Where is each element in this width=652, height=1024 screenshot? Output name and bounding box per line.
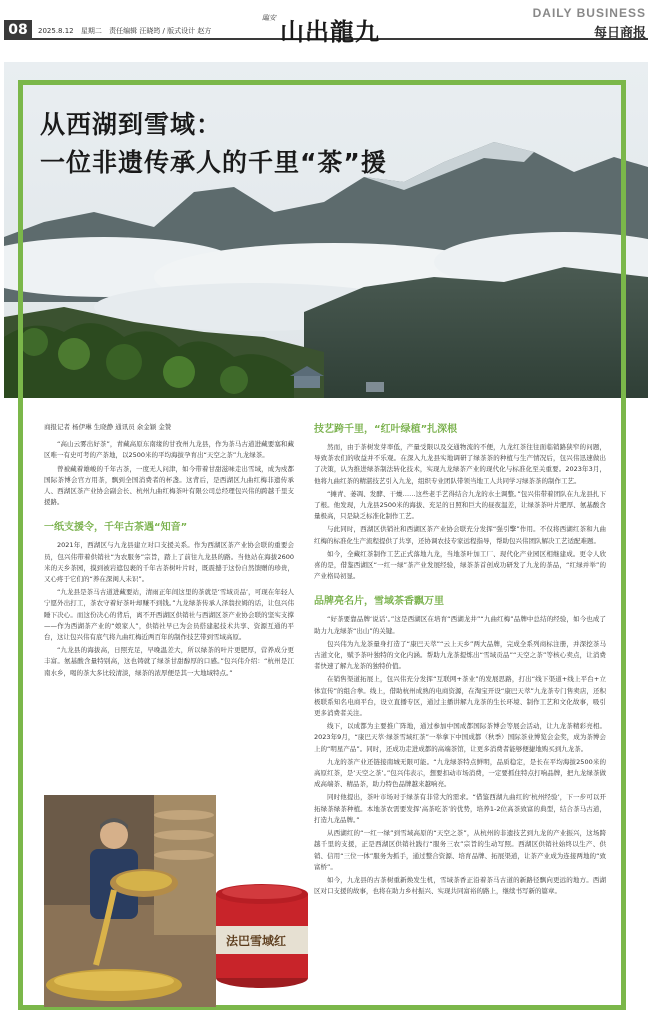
product-label: 法巴雪域红	[226, 934, 287, 948]
masthead-en: DAILY BUSINESS	[532, 6, 646, 20]
body-paragraph: 从西湖红的“一红一绿”到雪域高原的“天空之茶”，从杭州的非遗技艺到九龙的产业振兴，这场跨越千里的支援，正是西湖区供销社践行“服务三农”宗旨的生动写照。西湖区供销社始终以生产、供销、信用“三位一体”服务为抓手，通过整合资源、培育品牌、拓展渠道，让茶产业成为连接两地的“致富桥”。	[314, 829, 606, 871]
body-paragraph: 包兴伟为九龙茶量身打造了“康巴天萃”“云上天乡”两大品牌，完成全系列商标注册，并深挖茶马古道文化，赋予茶叶独特的文化内涵。帮助九龙茶提炼出“雪域贡品”“天空之茶”等核心卖点，让消费者快速了解九龙茶的独特价值。	[314, 639, 606, 671]
byline: 商报记者 杨伊琳 生晓静 通讯员 余金颖 金赞	[44, 423, 172, 431]
body-paragraph: 同时他提出，茶叶市场对于绿茶有非常大的需求。“借鉴西湖九曲红的‘杭州经验’，下一步可以开拓绿茶绿茶种植。本地茶农需要发挥‘高茶吃茶’的优势，培养1-2位高茶致富的典型，结合茶马古道，打造九龙品牌。”	[314, 793, 606, 824]
section-logo	[262, 12, 412, 44]
right-column	[314, 420, 606, 1012]
headline-line-1: 从西湖到雪域：	[40, 110, 223, 139]
logo-calligraphy: 山出龍九	[280, 17, 380, 46]
page-header	[0, 0, 652, 50]
issue-weekday: 星期二	[80, 27, 102, 35]
section-title: 一纸支援令，千年古茶遇“知音”	[44, 522, 188, 534]
product-tin	[212, 878, 312, 990]
body-paragraph: 与此同时，西湖区供销社和西湖区茶产业协会联充分发挥“强引擎”作用。不仅将西湖红茶和九曲红梅的标准化生产流程提供了共享，还协调农技专家远程指导，帮助包兴伟团队解决工艺适配难题。	[314, 525, 606, 545]
intro-paragraph: 曾被藏着雄峻的千年古茶，一度无人问津，如今带着甘甜滋味走出雪域，成为戍都国际茶博会官方用茶，飘到全国消费者的杯盏。这背后，是西湖区九曲红梅非遗传承人、西湖区茶产业协会副会长、杭州九曲红梅茶叶有限公司总经理包兴伟的跨越千里支援路。	[44, 464, 294, 507]
headline-line-2: 一位非遗传承人的千里“茶”援	[40, 148, 387, 177]
body-paragraph: “九龙县是茶马古道进藏要站，清雨正年间这里的茶就是‘雪域贡品’，可现在年轻人宁愿外出打工，茶农守着好茶叶却赚不到钱。”九龙绿茶传承人泽翁拉姆的话，让包兴伟睡下决心。而这份决心的背后，离不开西湖区供销社与西湖区茶产业协会联的坚实支撑——作为西湖茶产业的“娘家人”，供销社早已为会员搭建起技术共享、资源互通的平台，这让包兴伟有底气将九曲红梅近两百年的制作技艺带到雪域高原。	[44, 588, 294, 642]
body-paragraph: “摊青、萎凋、发酵、干燥……这些老手艺得结合九龙的水土调整。”包兴伟带着团队在九龙县扎下了根。他发现，九龙县2500米的海拔、充足的日照和巨大的昼夜温差，让绿茶茶叶片肥厚、氨基酸含量极高，只是缺乏标准化制作工艺。	[314, 489, 606, 521]
editor-credit: 责任编辑 汪晓筠 / 版式设计 赵方	[109, 27, 212, 35]
issue-date: 2025.8.12	[38, 27, 74, 35]
headline	[40, 106, 387, 182]
body-paragraph: “好茶要靠品牌‘说话’。”这是西湖区在培育“西湖龙井”“九曲红梅”品牌中总结的经验，如今也成了助力九龙绿茶“出山”的关键。	[314, 615, 606, 635]
body-paragraph: 如今，九龙县的古茶树重新焕发生机，雪域茶香正沿着茶马古道的新路径飘向更远的地方。西湖区对口支援的故事，也将在助力乡村振兴、实现共同富裕的路上，继续书写新的篇章。	[314, 875, 606, 896]
body-paragraph: 线下，以成都为主要推广阵地，通过参加中国成都国际茶博会等展会活动，让九龙茶精彩亮相。2023年9月，“康巴天萃·绿茶雪域红茶”一举拿下中国成都（秋季）国际茶业博览会金奖，成为茶博会上的“明星产品”。同时，还成功走进成都的高端茶馆，让更多消费者能够便捷地购买到九龙茶。	[314, 722, 606, 753]
header-info	[38, 26, 216, 36]
section-title: 技艺跨千里，“红叶绿植”扎深根	[314, 424, 458, 435]
tea-maker-photo	[44, 795, 216, 1007]
body-paragraph: 然而，由于茶树发芽率低，产量受限以及交通物流的不便，九龙红茶往往面临销路狭窄的问题，导致茶农们的收益并不乐观。在深入九龙县实地调研了绿茶茶的种植与生产情况后，包兴伟迅速做出了决策，认为推进绿茶制法转化技术，实现九龙绿茶产业的现代化与标准化至关重要。2023年3月，他将九曲红茶的精湛技艺引入九龙，组织专业团队带领当地工人共同学习绿茶茶的制作工艺。	[314, 443, 606, 485]
page-number: 08	[4, 20, 32, 40]
body-paragraph: “九龙县的海拔高，日照充足，早晚温差大，所以绿茶的叶片更肥厚，营养成分更丰富。氨基酸含量特别高，这也铸就了绿茶甘甜醇厚的口感。”包兴伟介绍：“杭州是江南水乡，喝的茶大多比较清淡，绿茶的浓厚便是其一大地域特点。”	[44, 646, 294, 677]
body-paragraph: 在销售渠道拓展上，包兴伟充分发挥“互联网+茶业”的发展思路，打出“线下渠道+线上平台+立体宣传”的组合拳。线上，借助杭州成熟的电商资源，在淘宝开设“康巴天萃”九龙茶专门售卖店，还积极联系知名电商平台，设立直播专区，通过主播讲解九龙茶的生长环境、制作工艺和文化故事，吸引更多消费者关注。	[314, 675, 606, 718]
body-paragraph: 2021年，西湖区与九龙县建立对口支援关系。作为西湖区茶产业协会联的重要会员，包兴伟带着供销社“为农服务”宗旨，踏上了前往九龙县的路。当他站在海拔2600米的天乡茶园，摸到被岩遮包裹的千年古茶树叶片时，既震撼于这份自然馈赠的珍贵，又心疼于它们的“养在深闺人未识”。	[44, 541, 294, 584]
body-paragraph: 如今，全藏红茶制作工艺正式落地九龙，当地茶叶加工厂、现代化产业园区相继建成。更令人欣喜的是，借鉴西湖区“一红一绿”茶产业发展经验，绿茶茶首创成功研发了九龙的茶品，“红绿并举”的产业格局初显。	[314, 549, 606, 581]
section-title: 品牌亮名片，雪域茶香飘万里	[314, 596, 444, 608]
left-column	[44, 422, 294, 792]
masthead-cn: 每日商报	[593, 26, 646, 41]
tea-photo-illustration	[44, 795, 216, 1007]
intro-paragraph: “高山云雾出好茶”，青藏高原东南缘的甘孜州九龙县，作为茶马古道进藏要塞和藏区唯一有史可考的产茶地，以2500米的平均海拔孕育出“天空之茶”九龙绿茶。	[44, 440, 294, 460]
body-paragraph: 九龙的茶产业还链接南城无限可能。“九龙绿茶特点鲜明，品质稳定，是长在平均海拔2500米的高原红茶，是‘天空之茶’。”包兴伟表示，想要扣动市场消费，一定要抓住特点打响品牌，把九龙绿茶做成高端茶、精品茶，助力特色品牌越来越响亮。	[314, 757, 606, 789]
logo-small-text: 臨安	[262, 14, 276, 22]
